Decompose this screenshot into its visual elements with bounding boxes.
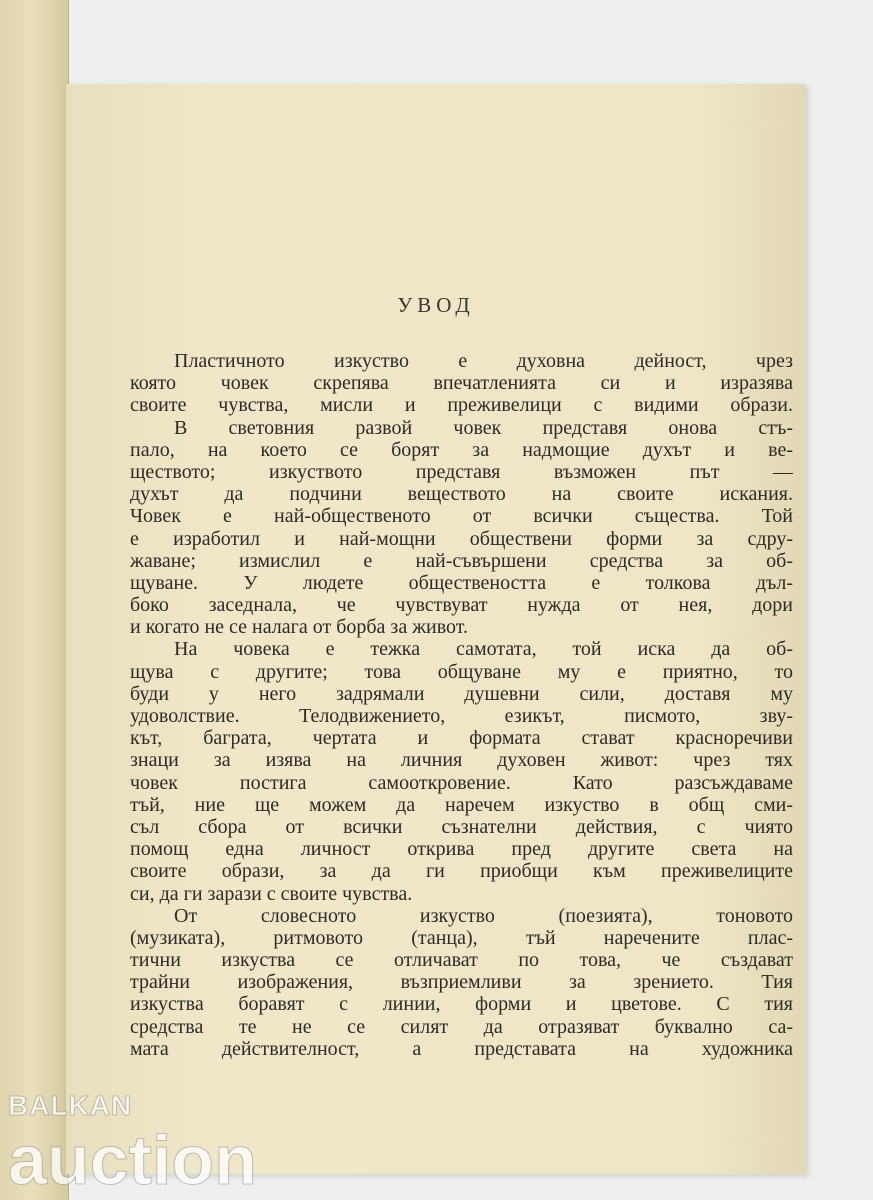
text-line: Човек е най-общественото от всички същества. Той xyxy=(130,505,793,528)
chapter-title: УВОД xyxy=(397,293,475,317)
text-line: знаци за изява на личния духовен живот: чрез тях xyxy=(130,749,793,772)
text-line: и когато не се налага от борба за живот. xyxy=(130,616,468,639)
text-line: буди у него задрямали душевни сили, доставя му xyxy=(130,682,793,705)
text-line: духът да подчини веществото на своите искания. xyxy=(130,483,793,506)
text-line: мата действителност, а представата на художника xyxy=(130,1037,793,1060)
text-line: помощ една личност открива пред другите света на xyxy=(130,838,793,861)
text-line: кът, баграта, чертата и формата стават красноречиви xyxy=(130,727,793,750)
left-page-edge xyxy=(0,0,69,1200)
text-line: средства те не се силят да отразяват буквално са- xyxy=(130,1015,793,1038)
text-line: Пластичното изкуство е духовна дейност, чрез xyxy=(174,350,793,372)
text-line: трайни изображения, възприемливи за зрението. Тия xyxy=(130,971,793,994)
text-line: боко заседнала, че чувствуват нужда от нея, дори xyxy=(130,594,793,617)
text-line: която човек скрепява впечатленията си и изразява xyxy=(130,372,793,395)
text-line: тъй, ние ще можем да наречем изкуство в общ сми- xyxy=(130,793,793,816)
text-line: От словесното изкуство (поезията), тоновото xyxy=(174,904,793,927)
text-line: ществото; изкуството представя възможен път — xyxy=(130,460,793,483)
text-line: е изработил и най-мощни обществени форми за сдру- xyxy=(130,527,793,550)
text-line: удоволствие. Телодвижението, езикът, писмото, зву- xyxy=(130,705,793,727)
text-line: (музиката), ритмовото (танца), тъй наречените плас- xyxy=(130,926,793,949)
text-line: щуване. У людете обществеността е толкова дъл- xyxy=(130,571,793,594)
text-line: щува с другите; това общуване му е приятно, то xyxy=(130,660,793,683)
text-line: своите чувства, мисли и преживелици с видими образи. xyxy=(130,394,793,417)
text-line: съл сбора от всички съзнателни действия, с чиято xyxy=(130,815,793,838)
text-line: изкуства боравят с линии, форми и цветове. С тия xyxy=(130,993,793,1016)
text-line: си, да ги зарази с своите чувства. xyxy=(130,882,413,905)
text-line: На човека е тежка самотата, той иска да об- xyxy=(174,638,793,661)
page-body-text xyxy=(130,350,793,1060)
book-page xyxy=(66,84,806,1174)
watermark-line1: BALKAN xyxy=(8,1090,133,1121)
text-line: тични изкуства се отличават по това, че създават xyxy=(130,949,793,972)
watermark-logo xyxy=(8,1090,257,1198)
text-line: жаване; измислил е най-съвършени средства за об- xyxy=(130,549,793,572)
text-line: своите образи, за да ги приобщи към преживелиците xyxy=(130,860,793,883)
watermark-line2: auction xyxy=(8,1121,257,1199)
text-line: пало, на което се борят за надмощие духът и ве- xyxy=(130,438,793,461)
text-line: човек постига самооткровение. Като разсъждаваме xyxy=(130,771,793,794)
text-line: В световния развой човек представя онова стъ- xyxy=(174,416,793,439)
